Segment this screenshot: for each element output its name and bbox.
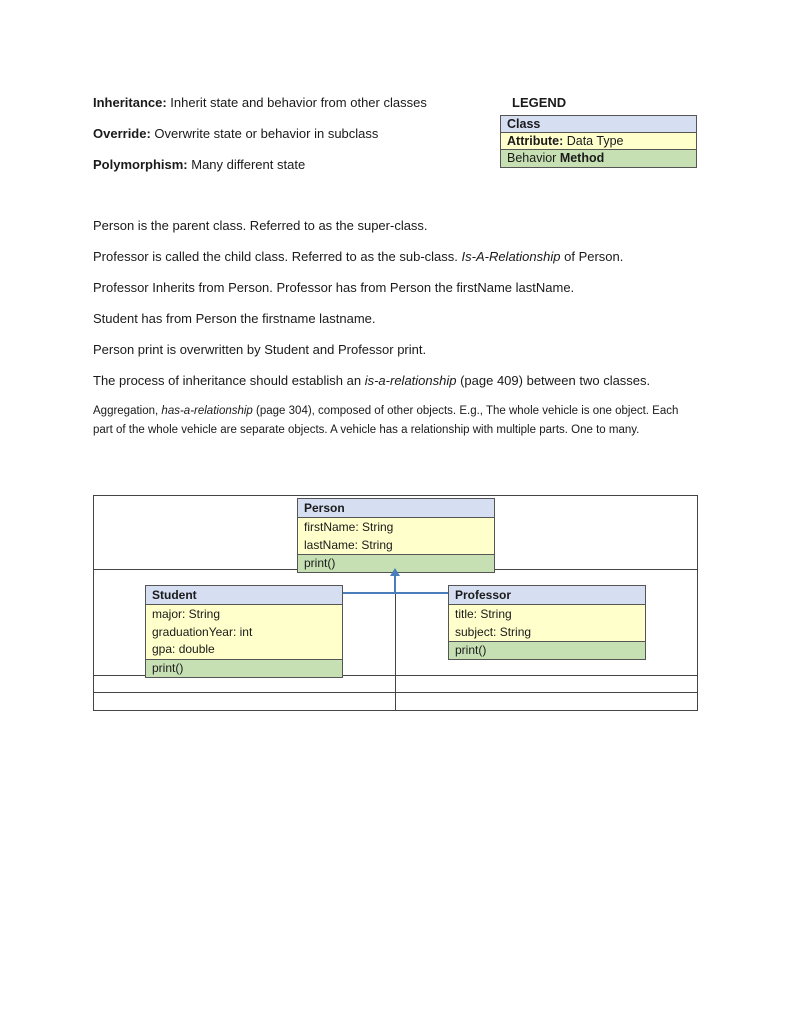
arrow-head-icon xyxy=(390,568,400,576)
paragraph-italic: has-a-relationship xyxy=(161,405,253,417)
class-name: Student xyxy=(146,586,342,605)
class-method: print() xyxy=(298,555,494,572)
definition-term: Polymorphism: xyxy=(93,157,188,172)
class-method: print() xyxy=(146,660,342,677)
definition-polymorphism xyxy=(93,157,305,173)
paragraph-text: Professor is called the child class. Referred to as the sub-class. xyxy=(93,249,462,264)
class-attribute: gpa: double xyxy=(152,642,215,656)
class-name: Professor xyxy=(449,586,645,605)
paragraph-person-parent: Person is the parent class. Referred to as the super-class. xyxy=(93,218,428,233)
legend-method-label: Method xyxy=(559,151,605,165)
class-attribute: subject: String xyxy=(455,624,532,639)
class-attribute: major: String xyxy=(152,607,221,621)
paragraph-is-a-relationship xyxy=(93,373,650,389)
definition-term: Override: xyxy=(93,126,151,141)
definition-term: Inheritance: xyxy=(93,95,167,110)
legend-class-row: Class xyxy=(501,116,696,133)
inheritance-arrow xyxy=(93,495,698,711)
class-attribute: lastName: String xyxy=(304,537,393,552)
definition-override xyxy=(93,126,378,142)
legend-attribute-label: Attribute: xyxy=(507,134,564,148)
paragraph-text: (page 304), composed of other objects. E.g., The whole vehicle is one object. Each part of the whole vehicle are separate objects. A vehicle has a relationship with multiple parts. One to many. xyxy=(93,405,679,436)
paragraph-text: The process of inheritance should establish an xyxy=(93,373,365,388)
paragraph-italic: Is-A-Relationship xyxy=(461,249,561,264)
legend-behavior-label: Behavior xyxy=(507,151,560,165)
class-attribute: firstName: String xyxy=(304,520,394,534)
paragraph-professor-inherits: Professor Inherits from Person. Professor has from Person the firstName lastName. xyxy=(93,280,575,295)
paragraph-professor-child xyxy=(93,249,623,265)
legend-attribute-row xyxy=(501,133,696,150)
uml-diagram-table xyxy=(93,495,698,711)
class-attribute: graduationYear: int xyxy=(152,624,253,639)
paragraph-text: (page 409) between two classes. xyxy=(456,373,651,388)
definition-text: Many different state xyxy=(187,157,306,172)
class-name: Person xyxy=(298,499,494,518)
legend-title: LEGEND xyxy=(512,95,567,110)
paragraph-aggregation xyxy=(93,402,693,440)
class-attribute: title: String xyxy=(455,607,512,621)
paragraph-print-overwritten: Person print is overwritten by Student and Professor print. xyxy=(93,342,427,357)
class-method: print() xyxy=(449,642,645,659)
paragraph-italic: is-a-relationship xyxy=(364,373,457,388)
legend-box xyxy=(500,115,697,168)
paragraph-text: of Person. xyxy=(560,249,624,264)
definition-text: Inherit state and behavior from other classes xyxy=(166,95,427,110)
legend-behavior-row xyxy=(501,150,696,167)
paragraph-text: Aggregation, xyxy=(93,405,162,417)
definition-inheritance xyxy=(93,95,427,111)
paragraph-student-has: Student has from Person the firstname lastname. xyxy=(93,311,376,326)
legend-attribute-type: Data Type xyxy=(563,134,624,148)
definition-text: Overwrite state or behavior in subclass xyxy=(150,126,379,141)
